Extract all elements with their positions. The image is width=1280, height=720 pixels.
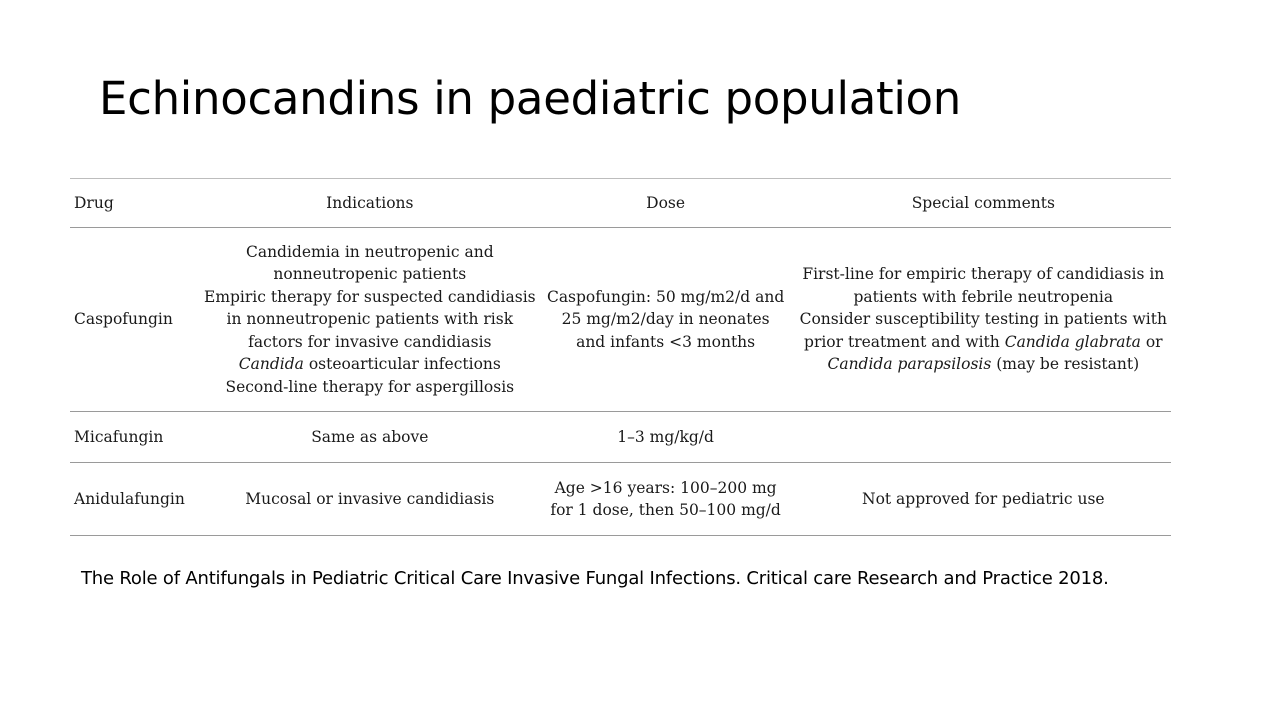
indication-line: Candidemia in neutropenic and	[245, 242, 494, 261]
candida-italic: Candida	[238, 355, 304, 374]
cell-indications: Mucosal or invasive candidiasis	[245, 489, 495, 508]
header-dose: Dose	[646, 193, 686, 212]
header-row	[70, 179, 1171, 228]
comment-line	[796, 353, 1171, 376]
indication-line: Empiric therapy for suspected candidiasis	[204, 287, 536, 306]
indication-line: in nonneutropenic patients with risk	[226, 310, 514, 329]
dose-line: Caspofungin: 50 mg/m2/d and	[546, 287, 785, 306]
table-row-micafungin	[70, 412, 1171, 463]
cell-special-comments	[796, 228, 1171, 412]
candida-glabrata-italic: Candida glabrata	[1004, 332, 1141, 351]
comment-text: prior treatment and with	[804, 332, 1005, 351]
comment-line: patients with febrile neutropenia	[853, 287, 1114, 306]
indication-text: osteoarticular infections	[303, 355, 501, 374]
comment-line: Consider susceptibility testing in patients with	[799, 310, 1167, 329]
dose-line: and infants <3 months	[576, 332, 756, 351]
cell-dose	[536, 228, 796, 412]
cell-drug: Micafungin	[74, 427, 164, 446]
echinocandin-table-container	[70, 178, 1171, 536]
dose-line: Age >16 years: 100–200 mg	[554, 478, 777, 497]
comment-text: (may be resistant)	[991, 355, 1140, 374]
table-row-anidulafungin	[70, 463, 1171, 536]
table-body	[70, 228, 1171, 536]
cell-drug: Anidulafungin	[74, 489, 185, 508]
echinocandin-table	[70, 178, 1171, 536]
header-drug: Drug	[74, 193, 114, 212]
cell-special-comments: Not approved for pediatric use	[862, 489, 1105, 508]
dose-line: 25 mg/m2/day in neonates	[561, 310, 770, 329]
cell-drug: Caspofungin	[74, 310, 173, 329]
cell-dose	[536, 463, 796, 536]
indication-line	[204, 353, 536, 376]
comment-line	[796, 331, 1171, 354]
header-indications: Indications	[326, 193, 414, 212]
comment-line: First-line for empiric therapy of candidiasis in	[802, 265, 1165, 284]
candida-parapsilosis-italic: Candida parapsilosis	[827, 355, 992, 374]
cell-dose: 1–3 mg/kg/d	[617, 427, 714, 446]
dose-line: for 1 dose, then 50–100 mg/d	[550, 501, 781, 519]
indication-line: factors for invasive candidiasis	[248, 332, 492, 351]
indication-line: Second-line therapy for aspergillosis	[225, 377, 515, 396]
table-row-caspofungin	[70, 228, 1171, 412]
cell-indications: Same as above	[311, 427, 429, 446]
indication-line: nonneutropenic patients	[273, 265, 467, 284]
slide-title: Echinocandins in paediatric population	[99, 72, 961, 125]
table-header	[70, 179, 1171, 228]
comment-text: or	[1140, 332, 1163, 351]
header-special-comments: Special comments	[911, 193, 1055, 212]
cell-indications	[204, 228, 536, 412]
cell-special-comments	[796, 412, 1171, 463]
citation: The Role of Antifungals in Pediatric Critical Care Invasive Fungal Infections. Critical care Research and Practice 2018.	[81, 568, 1109, 589]
